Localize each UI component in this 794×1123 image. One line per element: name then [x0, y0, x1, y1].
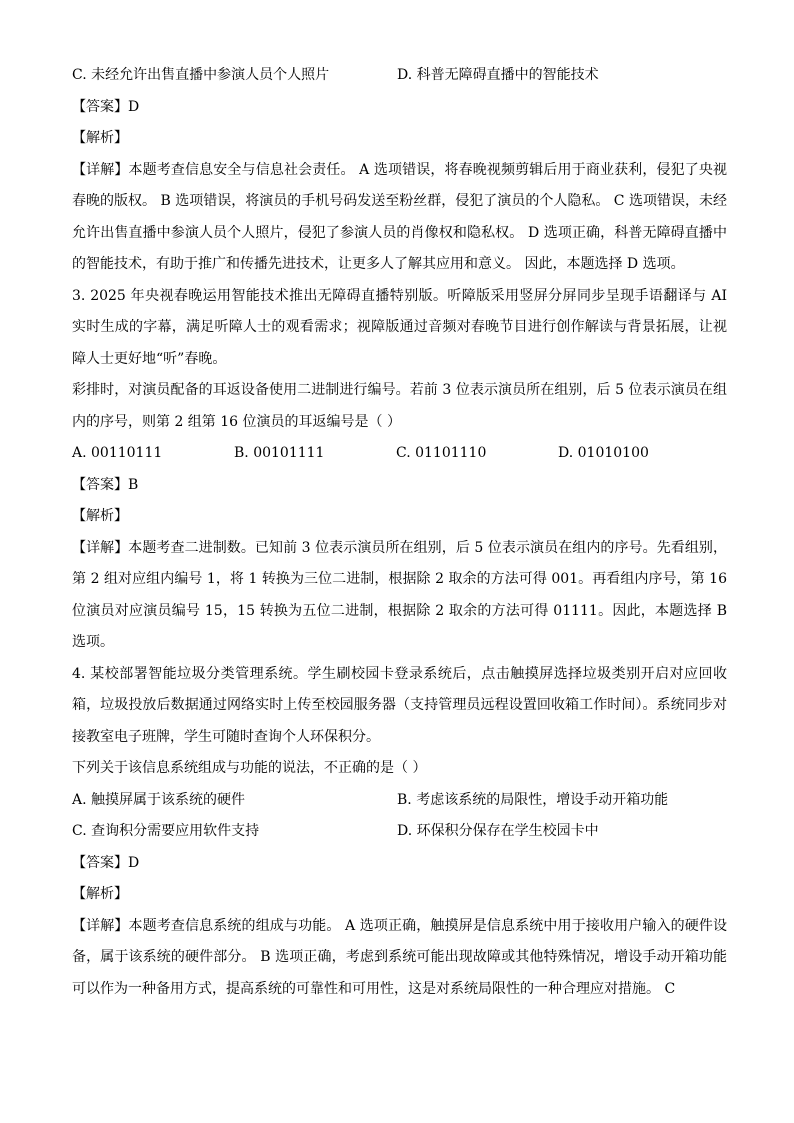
document-page [72, 60, 727, 1005]
q4-analysis-label: 【解析】 [72, 886, 128, 902]
q4-options-cd [72, 816, 727, 848]
q4-option-d: D. 环保积分保存在学生校园卡中 [397, 823, 599, 839]
q4-option-c: C. 查询积分需要应用软件支持 [72, 823, 260, 839]
q2-option-d: D. 科普无障碍直播中的智能技术 [397, 67, 599, 83]
q3-options [72, 438, 727, 470]
q2-options-cd [72, 60, 727, 92]
q3-explanation: 【详解】本题考查二进制数。已知前 3 位表示演员所在组别，后 5 位表示演员在组内的序号。先看组别，第 2 组对应组内编号 1，将 1 转换为三位二进制，根据除 2 取余的方法可得 001。再看组内序号，第 16 位演员对应演员编号 15，15 转换为五位二进制，根据除 2 取余的方法可得 01111。因此，本题选择 B 选项。 [72, 539, 727, 650]
q3-option-a: A. 00110111 [72, 445, 163, 461]
q2-explanation: 【详解】本题考查信息安全与信息社会责任。 A 选项错误，将春晚视频剪辑后用于商业获利，侵犯了央视春晚的版权。 B 选项错误，将演员的手机号码发送至粉丝群，侵犯了演员的个人隐私。 C 选项错误，未经允许出售直播中参演人员个人照片，侵犯了参演人员的肖像权和隐私权。 D 选项正确，科普无障碍直播中的智能技术，有助于推广和传播先进技术，让更多人了解其应用和意义。 因此，本题选择 D 选项。 [72, 161, 727, 272]
q4-answer: 【答案】D [72, 854, 140, 871]
q2-option-c: C. 未经允许出售直播中参演人员个人照片 [72, 67, 330, 83]
q3-option-c: C. 01101110 [396, 445, 487, 461]
q3-stem-question: 彩排时，对演员配备的耳返设备使用二进制进行编号。若前 3 位表示演员所在组别，后 5 位表示演员在组内的序号，则第 2 组第 16 位演员的耳返编号是（ ） [72, 382, 727, 430]
q4-stem-question: 下列关于该信息系统组成与功能的说法，不正确的是（ ） [72, 760, 427, 776]
q3-option-b: B. 00101111 [234, 445, 325, 461]
q4-stem-intro: 4. 某校部署智能垃圾分类管理系统。学生刷校园卡登录系统后，点击触摸屏选择垃圾类别开启对应回收箱，垃圾投放后数据通过网络实时上传至校园服务器（支持管理员远程设置回收箱工作时间）。系统同步对接教室电子班牌，学生可随时查询个人环保积分。 [72, 665, 727, 745]
q3-option-d: D. 01010100 [558, 445, 649, 461]
q3-stem-intro: 3. 2025 年央视春晚运用智能技术推出无障碍直播特别版。听障版采用竖屏分屏同步呈现手语翻译与 AI 实时生成的字幕，满足听障人士的观看需求；视障版通过音频对春晚节目进行创作解读与背景拓展，让视障人士更好地“听”春晚。 [72, 287, 727, 367]
q4-explanation: 【详解】本题考查信息系统的组成与功能。 A 选项正确，触摸屏是信息系统中用于接收用户输入的硬件设备，属于该系统的硬件部分。 B 选项正确，考虑到系统可能出现故障或其他特殊情况，增设手动开箱功能可以作为一种备用方式，提高系统的可靠性和可用性，这是对系统局限性的一种合理应对措施。 C [72, 917, 727, 997]
q3-answer: 【答案】B [72, 476, 139, 493]
q3-analysis-label: 【解析】 [72, 508, 128, 524]
q4-options-ab [72, 785, 727, 817]
q2-analysis-label: 【解析】 [72, 130, 128, 146]
q4-option-b: B. 考虑该系统的局限性，增设手动开箱功能 [397, 791, 669, 808]
q2-answer: 【答案】D [72, 98, 140, 115]
q4-option-a: A. 触摸屏属于该系统的硬件 [72, 791, 246, 808]
